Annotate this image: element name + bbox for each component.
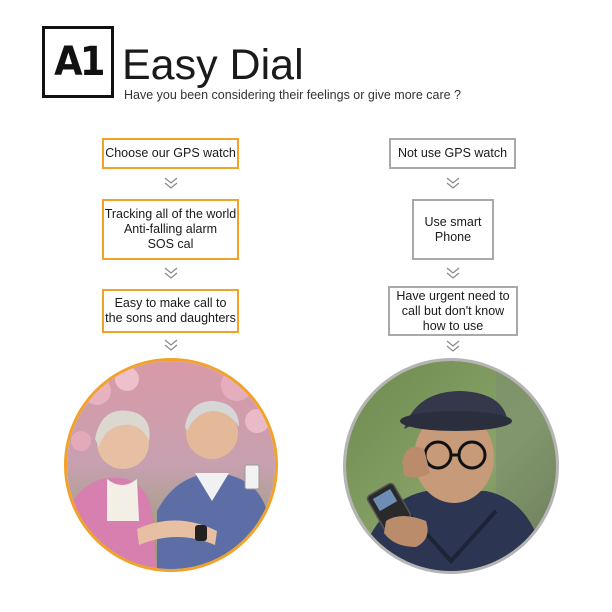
double-chevron-down-icon: [164, 338, 178, 352]
double-chevron-down-icon: [446, 176, 460, 190]
logo-text: A1: [53, 39, 103, 85]
elderly-couple-photo: [64, 358, 278, 572]
right-step-3: Have urgent need to call but don't know how to use: [388, 286, 518, 336]
right-step-1: Not use GPS watch: [389, 138, 516, 169]
double-chevron-down-icon: [164, 176, 178, 190]
left-step-2: Tracking all of the world Anti-falling alarm SOS cal: [102, 199, 239, 260]
elderly-man-phone-photo: [343, 358, 559, 574]
double-chevron-down-icon: [446, 339, 460, 353]
page-subtitle: Have you been considering their feelings or give more care ?: [124, 88, 461, 102]
left-step-1: Choose our GPS watch: [102, 138, 239, 169]
double-chevron-down-icon: [164, 266, 178, 280]
double-chevron-down-icon: [446, 266, 460, 280]
page-title: Easy Dial: [122, 41, 304, 89]
left-step-3: Easy to make call to the sons and daughters: [102, 289, 239, 333]
brand-logo: [42, 26, 114, 98]
right-step-2: Use smart Phone: [412, 199, 494, 260]
